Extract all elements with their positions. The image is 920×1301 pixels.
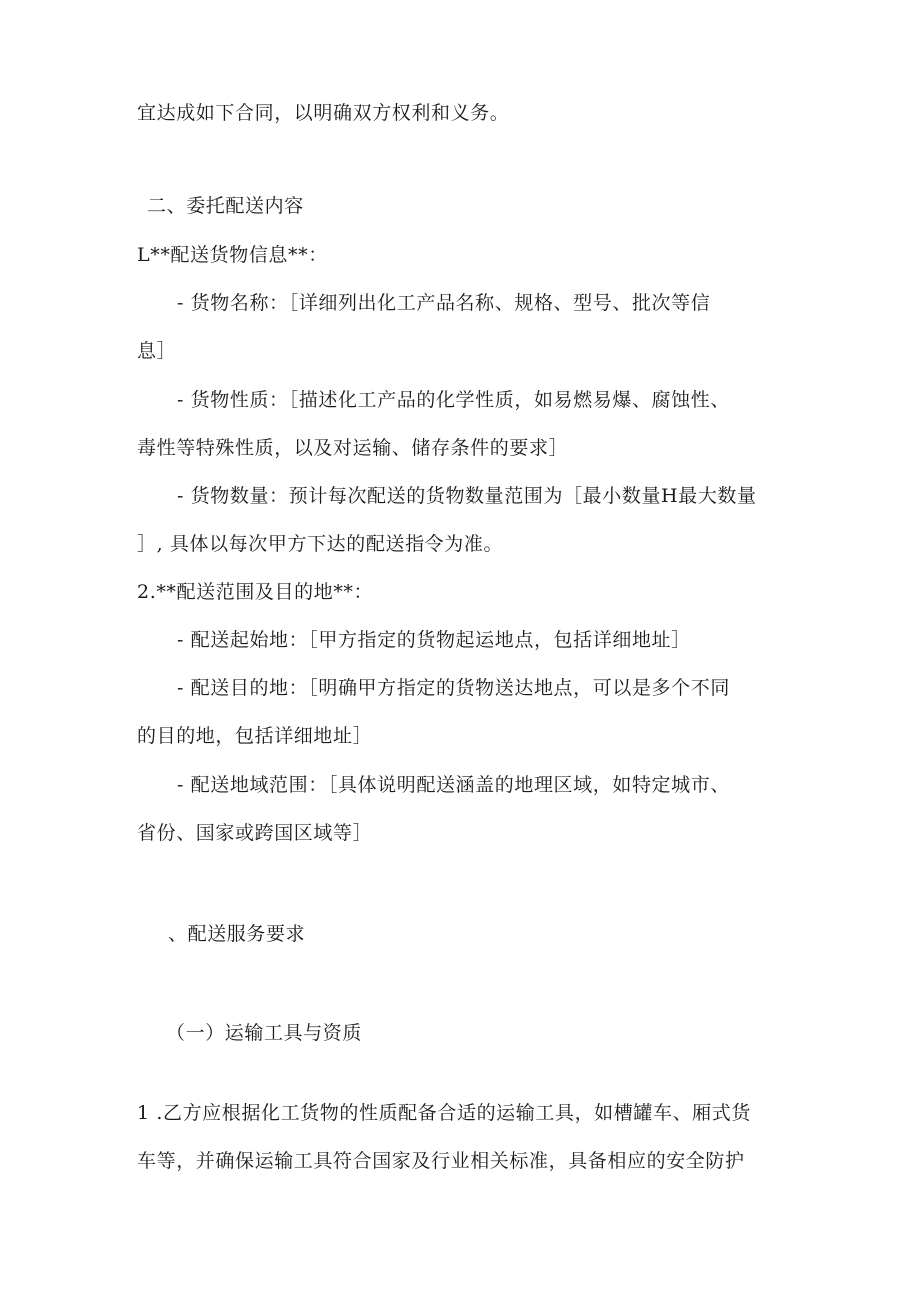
subheading-delivery-scope: 2.**配送范围及目的地**： [137, 581, 374, 603]
paragraph-transport-1-cont: 车等，并确保运输工具符合国家及行业相关标准，具备相应的安全防护 [137, 1150, 745, 1172]
paragraph-intro-end: 宜达成如下合同，以明确双方权利和义务。 [137, 102, 510, 124]
subheading-goods-info: L**配送货物信息**： [137, 244, 328, 266]
paragraph-transport-1: 1 .乙方应根据化工货物的性质配备合适的运输工具，如槽罐车、厢式货 [137, 1102, 751, 1124]
item-goods-nature-cont: 毒性等特殊性质，以及对运输、储存条件的要求］ [137, 437, 569, 459]
subsection-heading-1: （一）运输工具与资质 [166, 1022, 363, 1044]
item-origin: - 配送起始地：［甲方指定的货物起运地点，包括详细地址］ [177, 629, 691, 651]
item-goods-nature: - 货物性质：［描述化工产品的化学性质，如易燃易爆、腐蚀性、 [177, 389, 730, 411]
item-goods-name: - 货物名称：［详细列出化工产品名称、规格、型号、批次等信 [177, 292, 711, 314]
item-destination-cont: 的目的地，包括详细地址］ [137, 725, 373, 747]
item-goods-quantity-cont: ］, 具体以每次甲方下达的配送指令为准。 [137, 533, 504, 555]
item-region-cont: 省份、国家或跨国区域等］ [137, 822, 373, 844]
item-destination: - 配送目的地：［明确甲方指定的货物送达地点，可以是多个不同 [177, 677, 730, 699]
item-goods-quantity: - 货物数量：预计每次配送的货物数量范围为［最小数量H最大数量 [177, 485, 757, 507]
section-heading-3: 、配送服务要求 [168, 923, 306, 945]
section-heading-2: 二、委托配送内容 [147, 195, 304, 217]
item-goods-name-cont: 息］ [137, 340, 177, 362]
item-region: - 配送地域范围：［具体说明配送涵盖的地理区域，如特定城市、 [177, 774, 730, 796]
